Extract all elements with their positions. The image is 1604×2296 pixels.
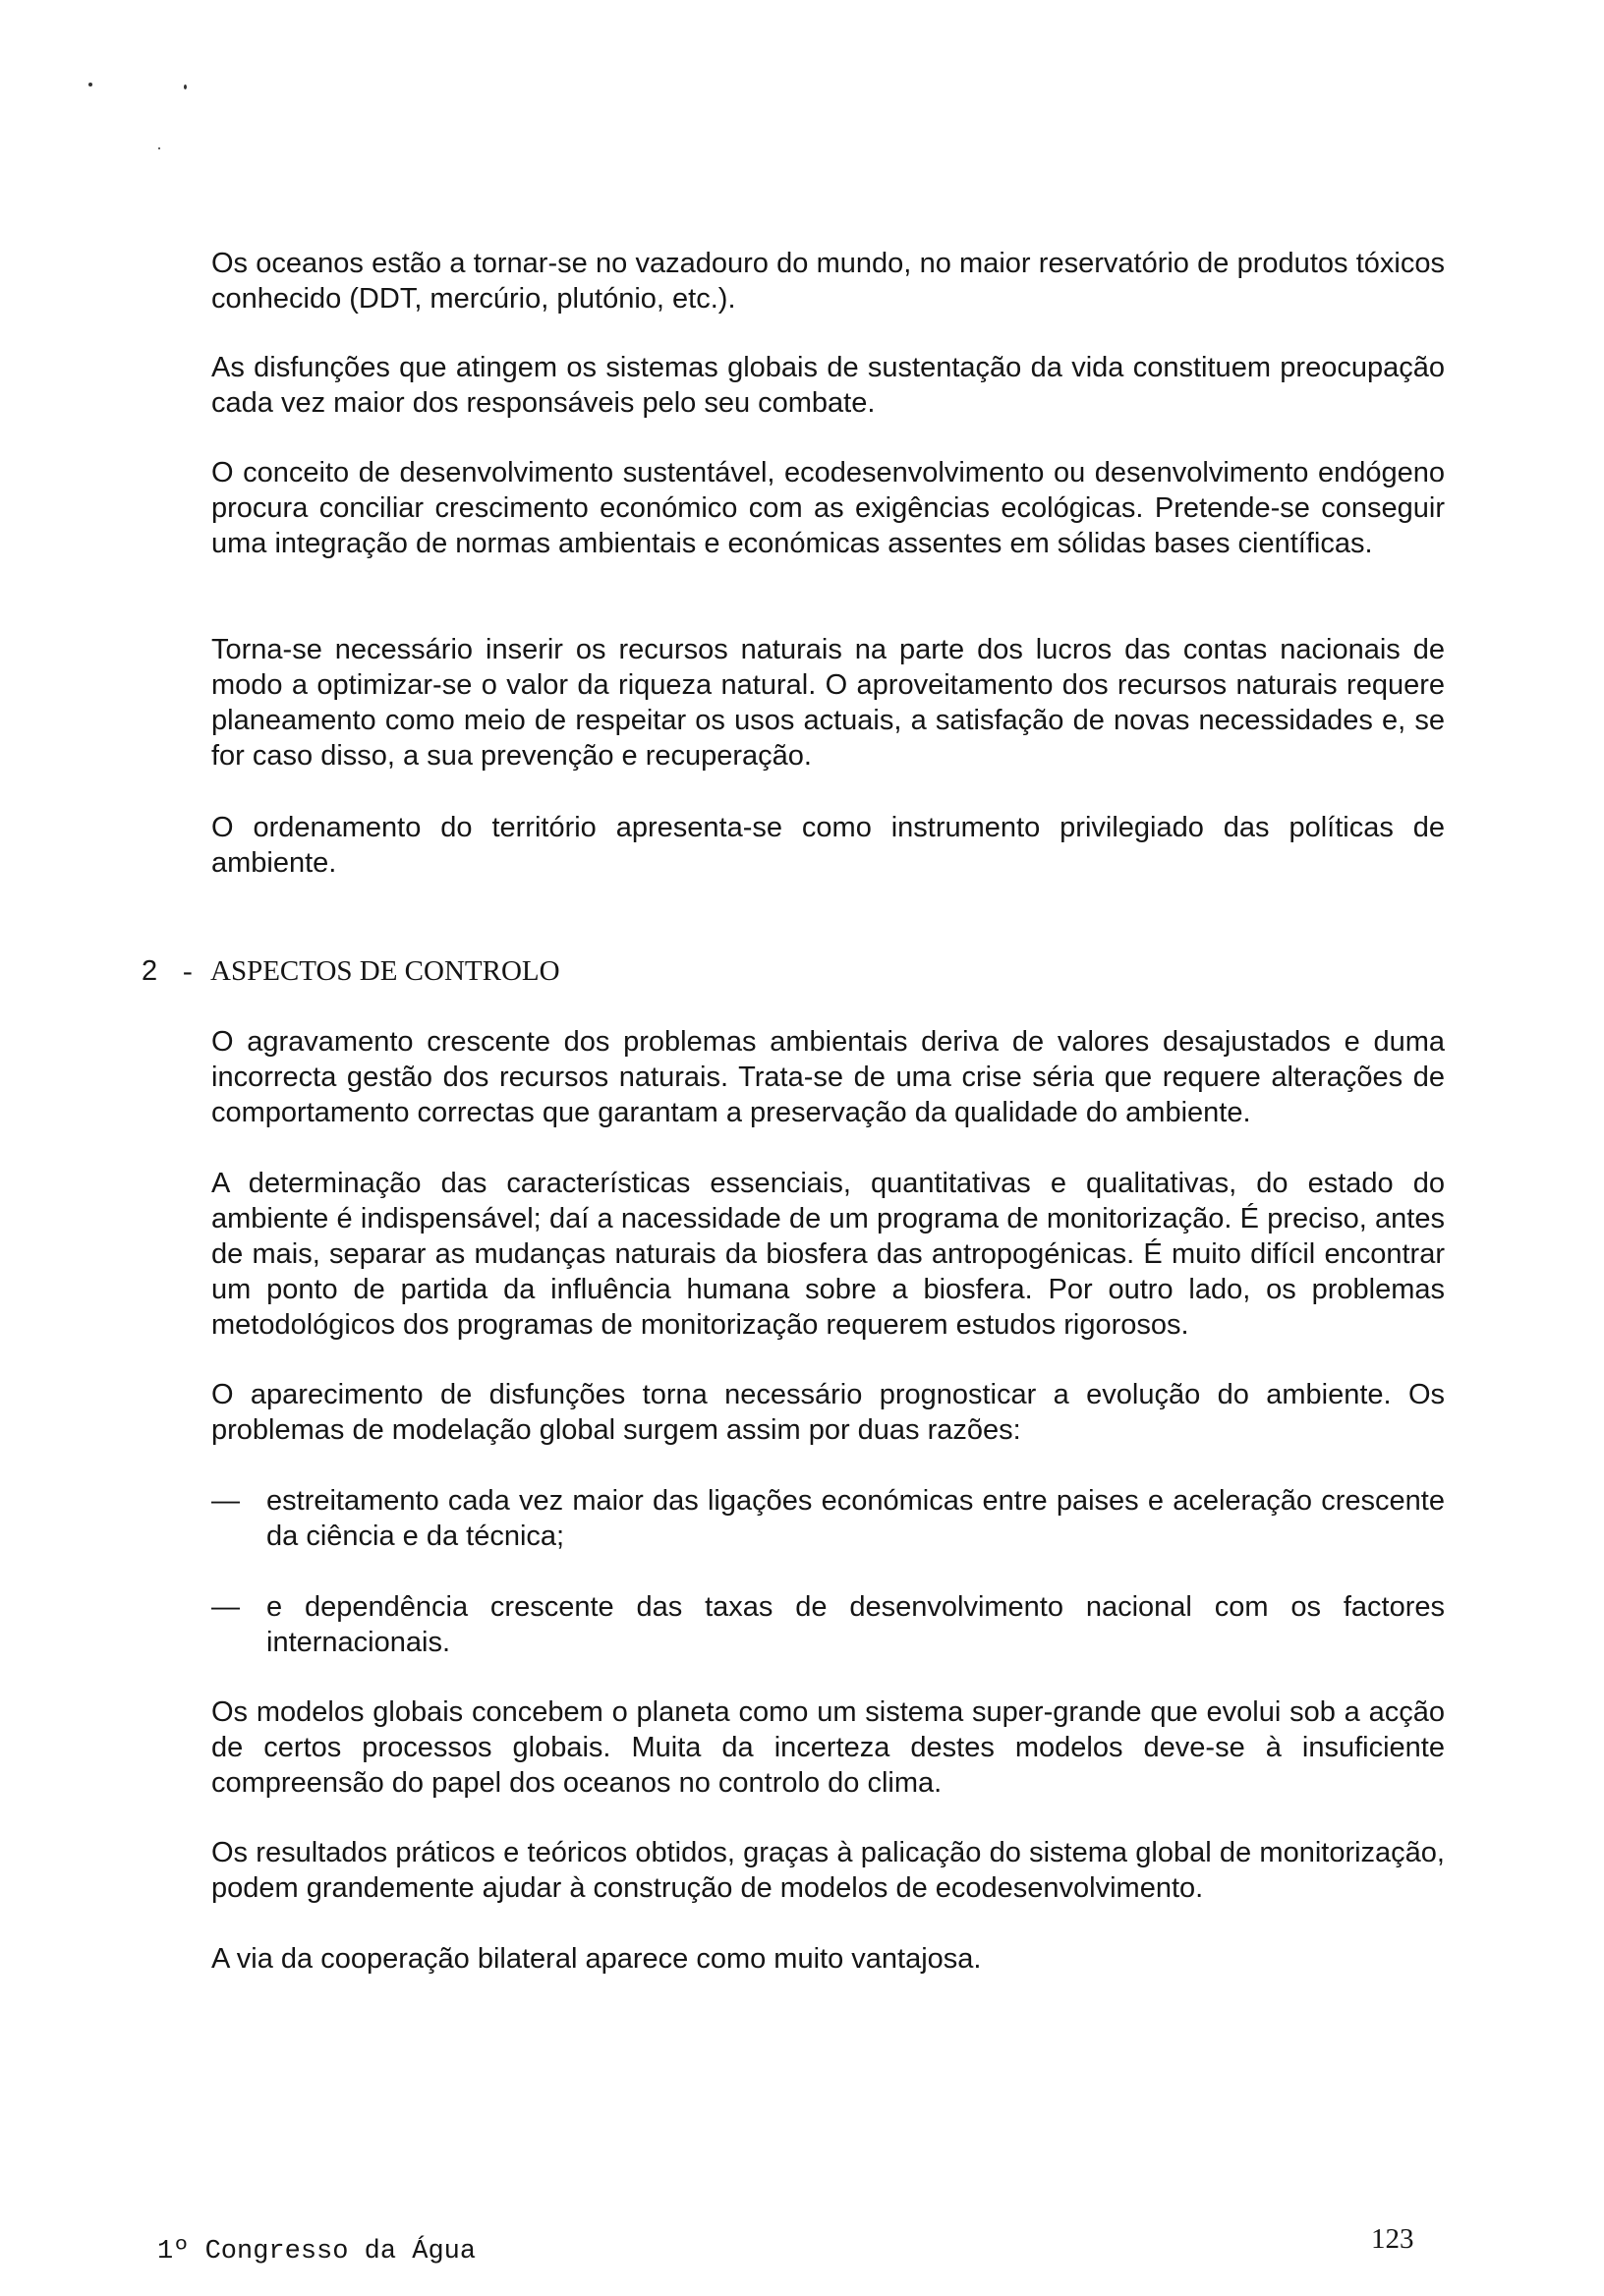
- scan-speck: [158, 147, 160, 149]
- section-heading: [142, 953, 560, 989]
- paragraph-disfuncoes: As disfunções que atingem os sistemas globais de sustentação da vida constituem preocupação cada vez maior dos responsáveis pelo seu combate.: [211, 352, 1445, 419]
- paragraph-ordenamento: O ordenamento do território apresenta-se como instrumento privilegiado das políticas de ambiente.: [211, 812, 1445, 879]
- paragraph-resultados: Os resultados práticos e teóricos obtidos, graças à palicação do sistema global de monitorização, podem grandemente ajudar à construção de modelos de ecodesenvolvimento.: [211, 1837, 1445, 1904]
- section-title: ASPECTOS DE CONTROLO: [210, 955, 560, 987]
- paragraph-cooperacao: A via da cooperação bilateral aparece como muito vantajosa.: [211, 1943, 982, 1975]
- paragraph-agravamento: O agravamento crescente dos problemas ambientais deriva de valores desajustados e duma incorrecta gestão dos recursos naturais. Trata-se de uma crise séria que requere alterações de comportamento correctas que garantam a preservação da qualidade do ambiente.: [211, 1026, 1445, 1128]
- section-dash: -: [183, 955, 193, 987]
- list-item: [211, 1483, 1445, 1554]
- paragraph-modelos-globais: Os modelos globais concebem o planeta como um sistema super-grande que evolui sob a acção de certos processos globais. Muita da incerteza destes modelos deve-se à insuficiente compreensão do papel dos oceanos no controlo do clima.: [211, 1696, 1445, 1799]
- paragraph-recursos-naturais: Torna-se necessário inserir os recursos naturais na parte dos lucros das contas nacionais de modo a optimizar-se o valor da riqueza natural. O aproveitamento dos recursos naturais requere planeamento como meio de respeitar os usos actuais, a satisfação de novas necessidades e, se for caso disso, a sua prevenção e recuperação.: [211, 634, 1445, 772]
- paragraph-aparecimento: O aparecimento de disfunções torna necessário prognosticar a evolução do ambiente. Os problemas de modelação global surgem assim por duas razões:: [211, 1379, 1445, 1446]
- page-number: 123: [1371, 2223, 1414, 2255]
- scan-speck: [88, 83, 92, 86]
- scan-speck: [184, 85, 187, 89]
- paragraph-oceanos: Os oceanos estão a tornar-se no vazadouro do mundo, no maior reservatório de produtos tóxicos conhecido (DDT, mercúrio, plutónio, etc.).: [211, 248, 1445, 315]
- list-item-text: estreitamento cada vez maior das ligações económicas entre paises e aceleração crescente da ciência e da técnica;: [266, 1485, 1445, 1552]
- paragraph-conceito: O conceito de desenvolvimento sustentável, ecodesenvolvimento ou desenvolvimento endógeno procura conciliar crescimento económico com as exigências ecológicas. Pretende-se conseguir uma integração de normas ambientais e económicas assentes em sólidas bases científicas.: [211, 457, 1445, 559]
- paragraph-determinacao: A determinação das características essenciais, quantitativas e qualitativas, do estado do ambiente é indispensável; daí a nacessidade de um programa de monitorização. É preciso, antes de mais, separar as mudanças naturais da biosfera das antropogénicas. É muito difícil encontrar um ponto de partida da influência humana sobre a biosfera. Por outro lado, os problemas metodológicos dos programas de monitorização requerem estudos rigorosos.: [211, 1168, 1445, 1341]
- list-item: [211, 1589, 1445, 1660]
- dash-bullet-icon: —: [211, 1485, 240, 1517]
- section-number: 2: [142, 955, 158, 987]
- footer-conference-title: 1º Congresso da Água: [157, 2237, 477, 2267]
- dash-bullet-icon: —: [211, 1591, 240, 1623]
- list-item-text: e dependência crescente das taxas de desenvolvimento nacional com os factores internacionais.: [266, 1591, 1445, 1658]
